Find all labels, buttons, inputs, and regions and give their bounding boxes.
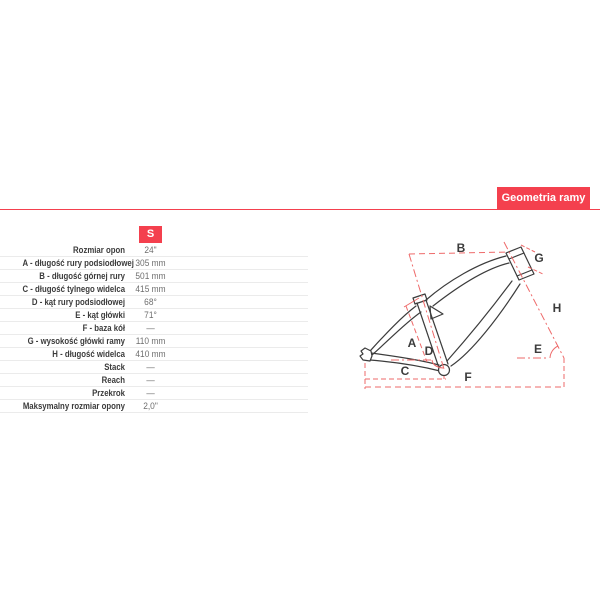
frame-geometry-diagram [350, 228, 600, 403]
label-a: A [407, 336, 417, 350]
row-value: — [146, 387, 155, 399]
row-label: A - długość rury podsiodłowej [22, 257, 134, 269]
bottom-bracket [439, 365, 450, 376]
table-row [0, 387, 308, 400]
row-label: H - długość widelca [52, 348, 126, 360]
row-label: D - kąt rury podsiodłowej [31, 296, 125, 308]
row-label: C - długość tylnego widelca [22, 283, 126, 295]
row-value: — [146, 361, 155, 373]
table-row [0, 400, 308, 413]
label-c: C [400, 364, 410, 378]
row-label: Przekrok [92, 387, 125, 399]
label-e: E [533, 342, 543, 356]
row-value: — [146, 374, 155, 386]
row-value: 415 mm [135, 283, 166, 295]
dimension-labels [401, 241, 562, 384]
table-row [0, 296, 308, 309]
down-tube [447, 281, 512, 361]
row-label: Reach [101, 374, 125, 386]
table-row [0, 270, 308, 283]
row-value: 305 mm [135, 257, 166, 269]
top-tube [426, 256, 506, 300]
geometry-table [0, 226, 308, 413]
label-d: D [424, 344, 434, 358]
size-column-header: S [139, 226, 162, 243]
row-value: 501 mm [135, 270, 166, 282]
row-label: E - kąt główki [75, 309, 125, 321]
table-row [0, 348, 308, 361]
row-value: 410 mm [135, 348, 166, 360]
row-label: B - długość górnej rury [39, 270, 125, 282]
label-h: H [552, 301, 562, 315]
seat-clamp [413, 294, 427, 304]
row-value: 2,0" [143, 400, 158, 412]
down-tube [451, 284, 520, 366]
row-label: Rozmiar opon [73, 244, 125, 256]
row-label: Maksymalny rozmiar opony [22, 400, 125, 412]
table-row [0, 335, 308, 348]
row-value: 110 mm [135, 335, 166, 347]
rear-dropout [360, 348, 372, 361]
row-value: 24" [144, 244, 157, 256]
table-row [0, 361, 308, 374]
row-value: 71° [144, 309, 157, 321]
table-row [0, 309, 308, 322]
tab-geometria-ramy[interactable]: Geometria ramy [497, 187, 590, 210]
row-label: F - baza kół [82, 322, 125, 334]
dim-arc-e [550, 346, 558, 358]
table-row [0, 283, 308, 296]
label-g: G [534, 251, 544, 265]
row-value: — [146, 322, 155, 334]
table-row [0, 322, 308, 335]
table-row [0, 257, 308, 270]
geometry-rows [0, 244, 308, 413]
label-b: B [456, 241, 466, 255]
row-value: 68° [144, 296, 157, 308]
table-row [0, 244, 308, 257]
bike-frame-drawing [360, 247, 534, 376]
head-tube-top-cap [509, 253, 524, 259]
table-row [0, 374, 308, 387]
row-label: Stack [104, 361, 125, 373]
label-f: F [464, 370, 472, 384]
row-label: G - wysokość główki ramy [27, 335, 125, 347]
